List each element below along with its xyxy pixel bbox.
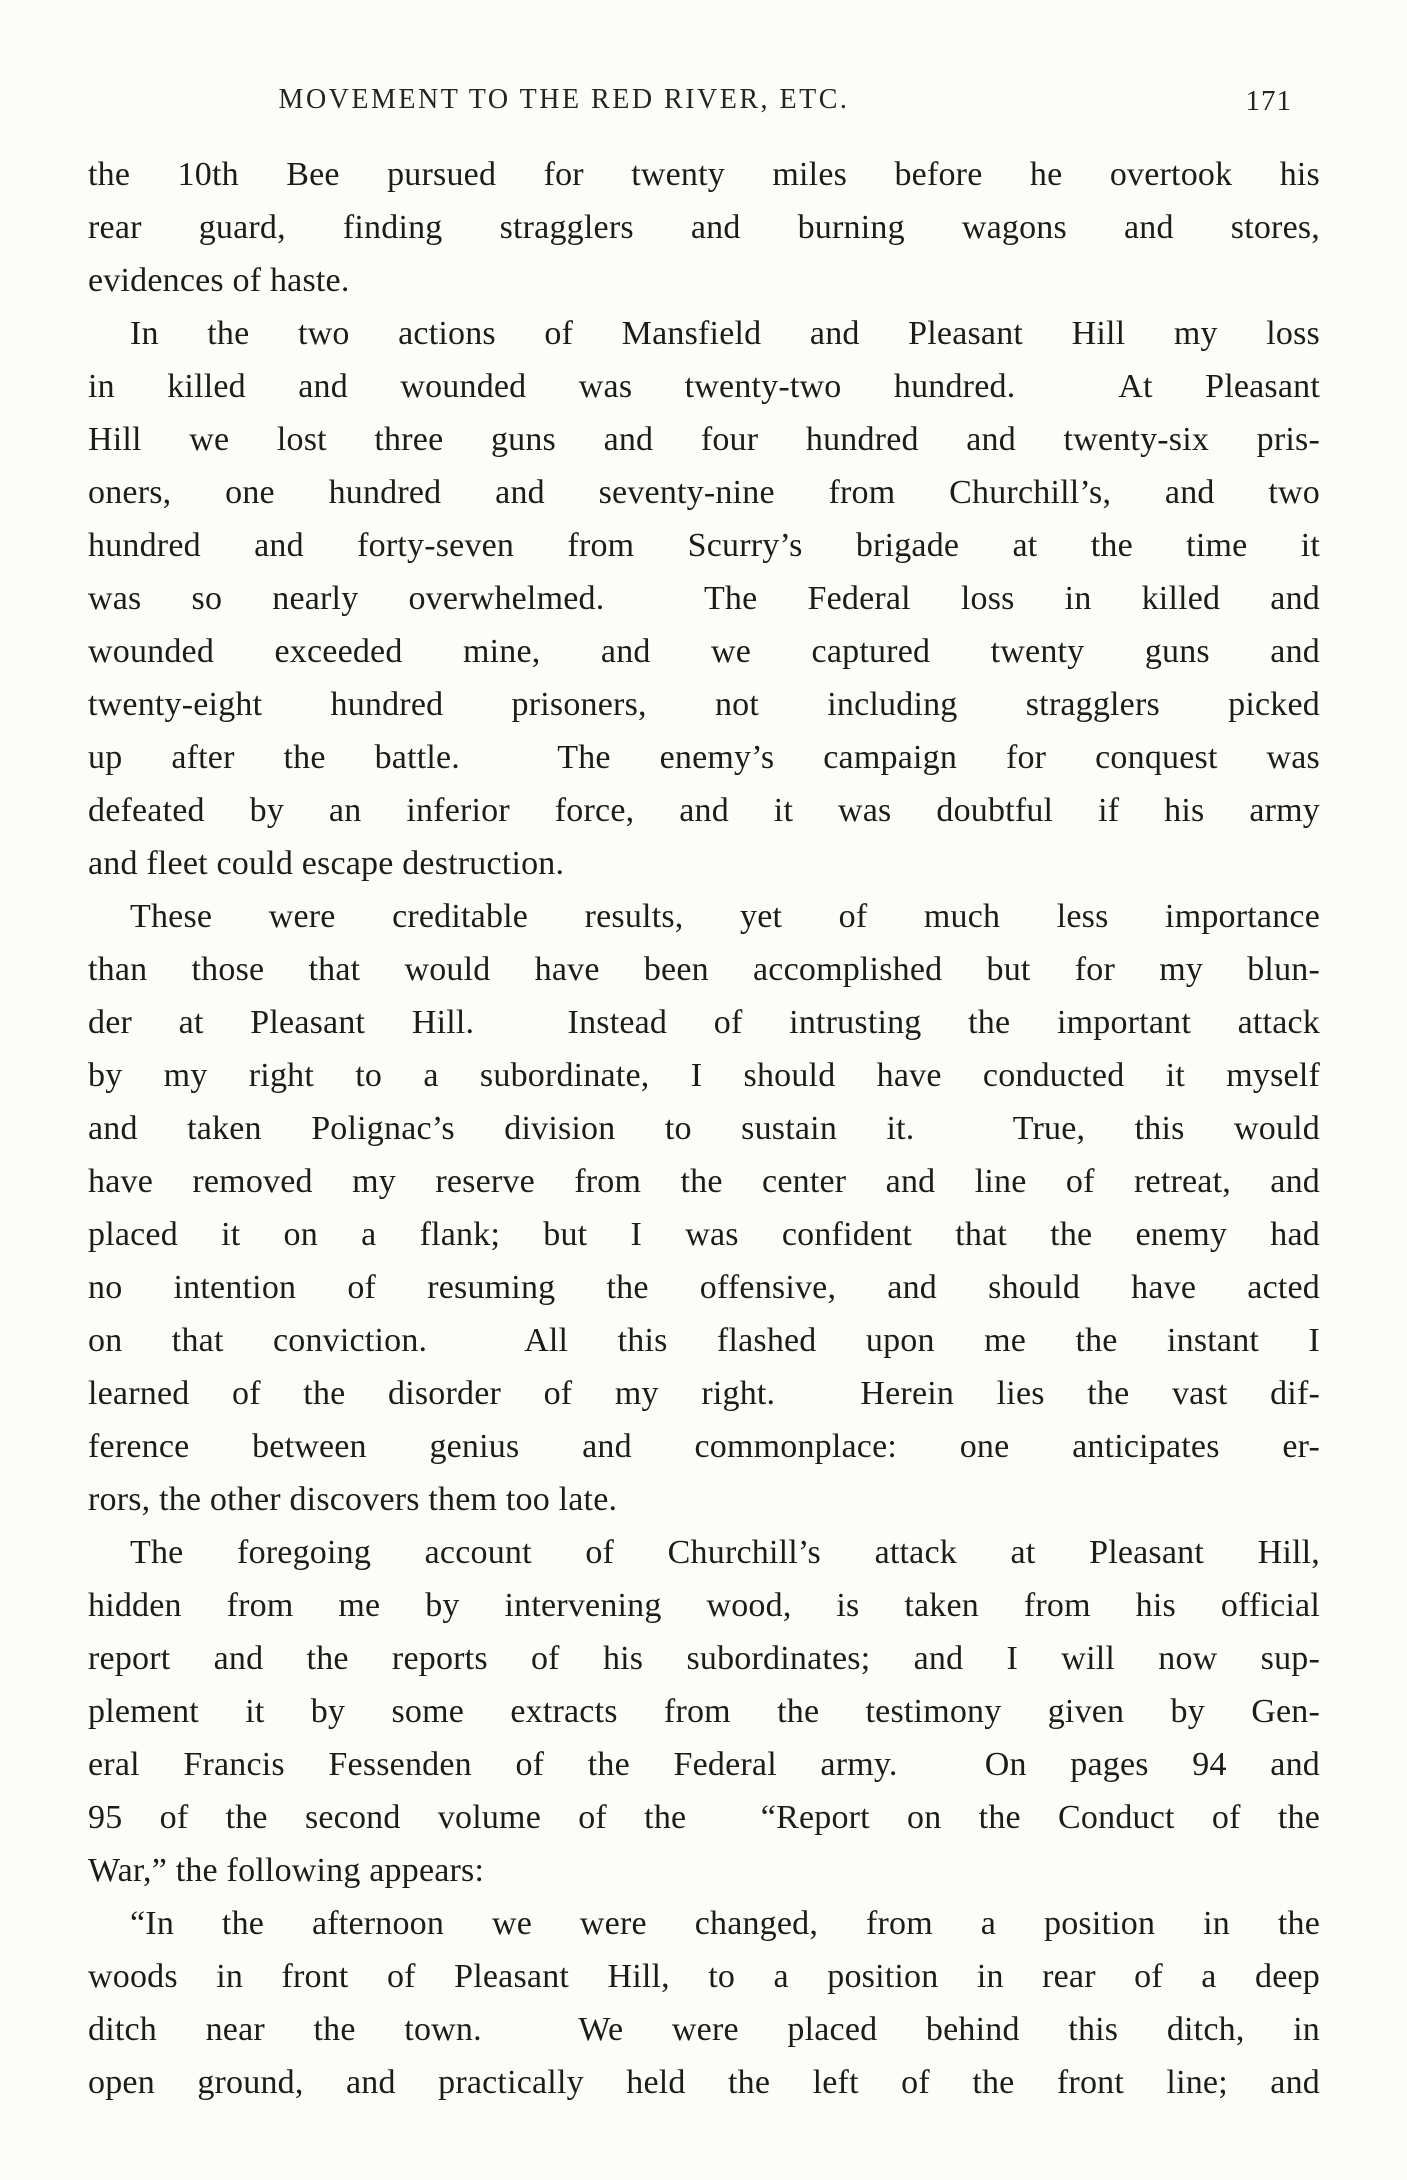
text-line: In the two actions of Mansfield and Pleasant Hill my loss <box>130 315 1320 352</box>
text-line: by my right to a subordinate, I should have conducted it myself <box>88 1057 1320 1094</box>
text-line: hundred and forty-seven from Scurry’s brigade at the time it <box>88 527 1320 564</box>
paragraph <box>88 890 1320 1526</box>
text-line: report and the reports of his subordinates; and I will now sup- <box>88 1640 1320 1677</box>
text-line: These were creditable results, yet of much less importance <box>130 898 1320 935</box>
text-line: wounded exceeded mine, and we captured twenty guns and <box>88 633 1320 670</box>
text-line: up after the battle. The enemy’s campaign for conquest was <box>88 739 1320 776</box>
text-line: rors, the other discovers them too late. <box>88 1481 618 1518</box>
text-line: and fleet could escape destruction. <box>88 845 565 882</box>
text-line: on that conviction. All this flashed upon me the instant I <box>88 1322 1320 1359</box>
text-line: ference between genius and commonplace: one anticipates er- <box>88 1428 1320 1465</box>
text-line: eral Francis Fessenden of the Federal army. On pages 94 and <box>88 1746 1320 1783</box>
text-line: woods in front of Pleasant Hill, to a position in rear of a deep <box>88 1958 1320 1995</box>
text-line: War,” the following appears: <box>88 1852 485 1889</box>
text-line: and taken Polignac’s division to sustain it. True, this would <box>88 1110 1320 1147</box>
text-line: The foregoing account of Churchill’s attack at Pleasant Hill, <box>130 1534 1320 1571</box>
text-line: placed it on a flank; but I was confident that the enemy had <box>88 1216 1320 1253</box>
text-line: twenty-eight hundred prisoners, not including stragglers picked <box>88 686 1320 723</box>
text-line: rear guard, finding stragglers and burning wagons and stores, <box>88 209 1320 246</box>
text-line: have removed my reserve from the center and line of retreat, and <box>88 1163 1320 1200</box>
text-line: der at Pleasant Hill. Instead of intrusting the important attack <box>88 1004 1320 1041</box>
text-line: was so nearly overwhelmed. The Federal loss in killed and <box>88 580 1320 617</box>
text-line: Hill we lost three guns and four hundred and twenty-six pris- <box>88 421 1320 458</box>
text-line: defeated by an inferior force, and it was doubtful if his army <box>88 792 1320 829</box>
text-line: no intention of resuming the offensive, and should have acted <box>88 1269 1320 1306</box>
paragraph <box>88 148 1320 307</box>
running-header <box>88 84 1320 126</box>
text-line: oners, one hundred and seventy-nine from Churchill’s, and two <box>88 474 1320 511</box>
paragraph <box>88 1526 1320 1897</box>
page-number: 171 <box>1245 85 1292 117</box>
text-line: open ground, and practically held the left of the front line; and <box>88 2064 1320 2101</box>
text-line: “In the afternoon we were changed, from a position in the <box>130 1905 1320 1942</box>
text-line: learned of the disorder of my right. Herein lies the vast dif- <box>88 1375 1320 1412</box>
text-line: ditch near the town. We were placed behind this ditch, in <box>88 2011 1320 2048</box>
text-line: plement it by some extracts from the testimony given by Gen- <box>88 1693 1320 1730</box>
text-line: hidden from me by intervening wood, is taken from his official <box>88 1587 1320 1624</box>
page-body <box>88 148 1320 2109</box>
text-line: the 10th Bee pursued for twenty miles before he overtook his <box>88 156 1320 193</box>
paragraph <box>88 307 1320 890</box>
text-line: 95 of the second volume of the “Report on the Conduct of the <box>88 1799 1320 1836</box>
text-line: evidences of haste. <box>88 262 350 299</box>
header-title: MOVEMENT TO THE RED RIVER, ETC. <box>278 84 850 115</box>
paragraph <box>88 1897 1320 2109</box>
text-line: than those that would have been accomplished but for my blun- <box>88 951 1320 988</box>
text-line: in killed and wounded was twenty-two hundred. At Pleasant <box>88 368 1320 405</box>
